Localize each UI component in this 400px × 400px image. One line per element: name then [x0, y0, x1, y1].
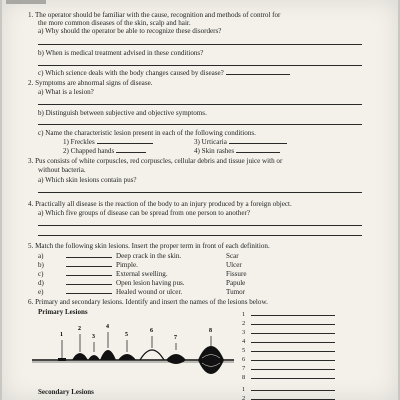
q2c-item-2-blank[interactable]	[116, 152, 146, 153]
secondary-blank-1-num: 1	[242, 386, 246, 393]
q1-text-cont: the more common diseases of the skin, scalp and hair.	[38, 19, 191, 27]
q1b-question: b) When is medical treatment advised in these conditions?	[38, 49, 204, 57]
diagram-label-4: 4	[106, 324, 109, 330]
q2c-item-3-label: 3) Urticaria	[194, 138, 227, 146]
primary-blank-6-num: 6	[242, 356, 246, 363]
q4-text: 4. Practically all disease is the reaction of the body to an injury produced by a foreign object.	[28, 200, 292, 208]
primary-blank-6-line[interactable]	[251, 360, 335, 361]
q5-definition-a: Deep crack in the skin.	[116, 252, 182, 260]
primary-blank-1-num: 1	[242, 311, 246, 318]
q5-definition-b: Pimple.	[116, 261, 138, 269]
q2b-answer-line[interactable]	[38, 124, 362, 125]
q4a-answer-line-2[interactable]	[38, 235, 362, 236]
lesion-2-papule	[72, 326, 88, 360]
q5-row-c	[38, 270, 44, 278]
q4a-question: a) Which five groups of disease can be spread from one person to another?	[38, 209, 251, 217]
primary-blank-3	[242, 329, 335, 336]
primary-blank-4-num: 4	[242, 338, 246, 345]
q2c-question: c) Name the characteristic lesion present in each of the following conditions.	[38, 129, 256, 137]
q5-letter-d: d)	[38, 279, 44, 287]
secondary-blank-1	[242, 386, 335, 393]
q5-blank-c-wrap	[64, 270, 112, 278]
primary-blank-3-line[interactable]	[251, 333, 335, 334]
q5-letter-c: c)	[38, 270, 44, 278]
lesion-1-macule	[58, 332, 66, 361]
q5-definition-e: Healed wound or ulcer.	[116, 288, 183, 296]
primary-blank-1	[242, 311, 335, 318]
lesion-7-tubercle	[166, 335, 186, 364]
q5-blank-a-wrap	[64, 252, 112, 260]
q1a-answer-line[interactable]	[38, 44, 362, 45]
secondary-lesions-heading: Secondary Lesions	[38, 388, 94, 396]
diagram-label-7: 7	[174, 335, 177, 341]
lesion-5-wheal	[118, 332, 136, 360]
primary-blank-5-line[interactable]	[251, 351, 335, 352]
q3-text: 3. Pus consists of white corpuscles, red corpuscles, cellular debris and tissue juice with or	[28, 157, 283, 165]
q2-text: 2. Symptoms are abnormal signs of disease.	[28, 79, 153, 87]
q5-term-1: Scar	[226, 252, 239, 260]
q5-row-e	[38, 288, 44, 296]
q6-text: 6. Primary and secondary lesions. Identify and insert the names of the lesions below.	[28, 298, 268, 306]
q5-letter-b: b)	[38, 261, 44, 269]
q2c-item-3	[194, 138, 287, 146]
q1c-question	[38, 69, 290, 77]
primary-blank-2-num: 2	[242, 320, 246, 327]
primary-blank-2-line[interactable]	[251, 324, 335, 325]
q5-term-4: Papule	[226, 279, 246, 287]
q2c-item-4-label: 4) Skin rashes	[194, 147, 235, 155]
primary-blank-5-num: 5	[242, 347, 246, 354]
diagram-label-5: 5	[125, 332, 128, 338]
primary-lesions-diagram	[28, 318, 238, 378]
q5-blank-b-wrap	[64, 261, 112, 269]
primary-blank-8	[242, 374, 335, 381]
primary-blank-2	[242, 320, 335, 327]
q5-text: 5. Match the following skin lesions. Insert the proper term in front of each definition.	[28, 242, 270, 250]
q2b-question: b) Distinguish between subjective and objective symptoms.	[38, 109, 207, 117]
q3-text-cont: without bacteria.	[38, 166, 86, 174]
q5-row-b	[38, 261, 44, 269]
q2c-item-1-blank[interactable]	[97, 143, 153, 144]
q5-letter-a: a)	[38, 252, 44, 260]
primary-blank-4-line[interactable]	[251, 342, 335, 343]
q3a-question: a) Which skin lesions contain pus?	[38, 176, 137, 184]
primary-blank-7-num: 7	[242, 365, 246, 372]
diagram-label-2: 2	[78, 326, 81, 332]
q2c-item-3-blank[interactable]	[229, 143, 287, 144]
lesion-8-tumor	[198, 328, 224, 374]
q5-blank-c[interactable]	[66, 275, 112, 276]
q5-blank-b[interactable]	[66, 266, 112, 267]
q2c-item-2-label: 2) Chapped hands	[63, 147, 115, 155]
diagram-label-3: 3	[92, 334, 95, 340]
primary-blank-7-line[interactable]	[251, 369, 335, 370]
q4a-answer-line-1[interactable]	[38, 225, 362, 226]
lesion-3-vesicle	[88, 334, 100, 360]
primary-blank-6	[242, 356, 335, 363]
q5-term-2: Ulcer	[226, 261, 242, 269]
q2c-item-2	[63, 147, 146, 155]
lesion-6-bulla	[140, 328, 164, 360]
primary-blank-4	[242, 338, 335, 345]
page-corner	[6, 0, 46, 4]
q5-row-d	[38, 279, 44, 287]
secondary-blank-2-num: 2	[242, 395, 246, 400]
q5-term-5: Tumor	[226, 288, 246, 296]
primary-blank-7	[242, 365, 335, 372]
q1-text: 1. The operator should be familiar with the cause, recognition and methods of control for	[28, 11, 281, 19]
q2c-item-4	[194, 147, 280, 155]
q3a-answer-line[interactable]	[38, 192, 362, 193]
q1a-question: a) Why should the operator be able to recognize these disorders?	[38, 27, 222, 35]
primary-blank-3-num: 3	[242, 329, 246, 336]
q5-row-a	[38, 252, 44, 260]
q5-blank-e-wrap	[64, 288, 112, 296]
q5-definition-c: External swelling.	[116, 270, 168, 278]
diagram-label-8: 8	[209, 328, 212, 334]
primary-lesions-heading: Primary Lesions	[38, 308, 88, 316]
diagram-label-1: 1	[60, 332, 63, 338]
q2c-item-1	[63, 138, 153, 146]
q2c-item-1-label: 1) Freckles	[63, 138, 95, 146]
diagram-label-6: 6	[150, 328, 153, 334]
q5-blank-d[interactable]	[66, 284, 112, 285]
lesion-4-pustule	[100, 324, 116, 360]
q2a-question: a) What is a lesion?	[38, 88, 94, 96]
q5-letter-e: e)	[38, 288, 44, 296]
secondary-blank-1-line[interactable]	[251, 390, 335, 391]
worksheet-page	[2, 0, 398, 400]
primary-blank-8-line[interactable]	[251, 378, 335, 379]
q2c-item-4-blank[interactable]	[236, 152, 280, 153]
q1b-answer-line[interactable]	[38, 65, 362, 66]
q5-blank-d-wrap	[64, 279, 112, 287]
primary-blank-5	[242, 347, 335, 354]
q1c-blank[interactable]	[226, 74, 290, 75]
q5-definition-d: Open lesion having pus.	[116, 279, 185, 287]
q5-blank-e[interactable]	[66, 293, 112, 294]
q2a-answer-line[interactable]	[38, 104, 362, 105]
q5-term-3: Fissure	[226, 270, 247, 278]
primary-blank-1-line[interactable]	[251, 315, 335, 316]
secondary-blank-2	[242, 395, 335, 400]
q5-blank-a[interactable]	[66, 257, 112, 258]
primary-blank-8-num: 8	[242, 374, 246, 381]
q1c-text: c) Which science deals with the body changes caused by disease?	[38, 69, 224, 77]
